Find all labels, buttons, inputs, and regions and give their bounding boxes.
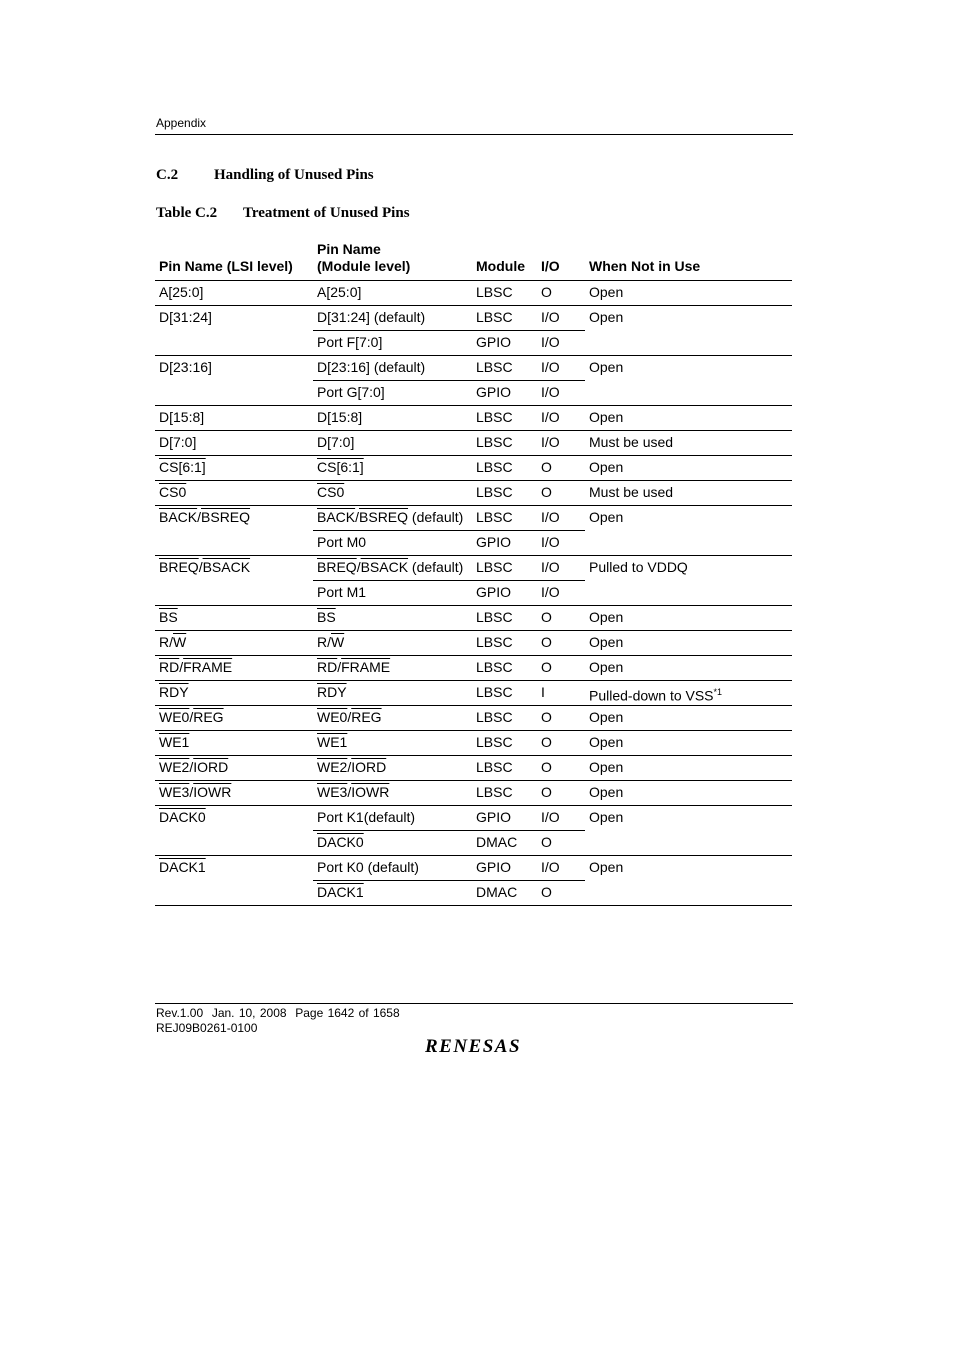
module-pin-cell: BACK/BSREQ (default) xyxy=(313,506,472,531)
lsi-pin-cell: D[23:16] xyxy=(155,356,313,406)
io-cell: O xyxy=(537,881,585,906)
active-low-signal: WE0 xyxy=(317,709,348,725)
signal-part: R/ xyxy=(317,634,331,650)
lsi-pin-cell xyxy=(155,856,313,906)
active-low-signal: $\overline{RDY}$ xyxy=(159,684,189,700)
module-pin-cell: WE2/IORD xyxy=(313,756,472,781)
lsi-pin-cell: D[15:8] xyxy=(155,406,313,431)
io-cell: O xyxy=(537,706,585,731)
io-cell: I xyxy=(537,681,585,706)
table-row xyxy=(155,756,792,781)
active-low-signal: $\overline{RD}$ xyxy=(317,659,338,675)
table-row xyxy=(155,406,792,431)
table-row xyxy=(155,731,792,756)
active-low-signal: DACK1 xyxy=(159,859,206,875)
footer-rule xyxy=(155,1003,793,1004)
active-low-signal: WE2 xyxy=(317,759,348,775)
lsi-pin-cell: D[31:24] xyxy=(155,306,313,356)
table-row xyxy=(155,281,792,306)
module-cell: LBSC xyxy=(472,356,537,381)
col-header-lsi: Pin Name (LSI level) xyxy=(155,236,313,281)
io-cell: I/O xyxy=(537,856,585,881)
active-low-signal: CS[6:1] xyxy=(159,459,206,475)
table-number: Table C.2 xyxy=(156,205,218,221)
active-low-signal: FRAME xyxy=(341,659,391,675)
when-cell: Open xyxy=(585,631,792,656)
module-cell: LBSC xyxy=(472,281,537,306)
module-cell: LBSC xyxy=(472,681,537,706)
io-cell: O xyxy=(537,606,585,631)
io-cell: O xyxy=(537,631,585,656)
io-cell: O xyxy=(537,731,585,756)
when-cell: Pulled to VDDQ xyxy=(585,556,792,606)
table-row xyxy=(155,806,792,831)
module-pin-cell xyxy=(313,831,472,856)
when-cell: Open xyxy=(585,506,792,556)
table-row xyxy=(155,656,792,681)
section-title: Handling of Unused Pins xyxy=(214,167,374,183)
active-low-signal: IORD xyxy=(351,759,387,775)
active-low-signal: BSACK xyxy=(202,559,251,575)
active-low-signal: BACK xyxy=(317,509,356,525)
table-row xyxy=(155,481,792,506)
module-cell: LBSC xyxy=(472,656,537,681)
module-pin-cell: Port G[7:0] xyxy=(313,381,472,406)
active-low-signal: WE0 xyxy=(159,709,190,725)
table-row xyxy=(155,431,792,456)
col-header-when: When Not in Use xyxy=(585,236,792,281)
active-low-signal: $\overline{BS}$ xyxy=(317,609,336,625)
when-cell: Open xyxy=(585,706,792,731)
module-pin-cell: D[31:24] (default) xyxy=(313,306,472,331)
lsi-pin-cell: WE2/IORD xyxy=(155,756,313,781)
section-heading xyxy=(156,167,374,184)
lsi-pin-cell xyxy=(155,681,313,706)
active-low-signal: $\overline{BS}$ xyxy=(159,609,178,625)
module-cell: GPIO xyxy=(472,581,537,606)
active-low-signal: FRAME xyxy=(183,659,233,675)
active-low-signal: IOWR xyxy=(351,784,390,800)
active-low-signal: BSREQ xyxy=(201,509,251,525)
io-cell: I/O xyxy=(537,581,585,606)
table-row xyxy=(155,781,792,806)
module-pin-cell: Port M1 xyxy=(313,581,472,606)
active-low-signal: $\overline{RD}$ xyxy=(159,659,180,675)
lsi-pin-cell xyxy=(155,731,313,756)
active-low-signal: DACK0 xyxy=(317,834,364,850)
table-row xyxy=(155,356,792,381)
module-pin-cell xyxy=(313,456,472,481)
active-low-signal: CS[6:1] xyxy=(317,459,364,475)
io-cell: O xyxy=(537,281,585,306)
module-pin-cell: Port M0 xyxy=(313,531,472,556)
active-low-signal: DACK0 xyxy=(159,809,206,825)
module-pin-cell: $\overline{RD}$/FRAME xyxy=(313,656,472,681)
io-cell: I/O xyxy=(537,531,585,556)
module-pin-cell: Port K1(default) xyxy=(313,806,472,831)
lsi-pin-cell: $WE0/\overline{REG}$ xyxy=(155,706,313,731)
io-cell: O xyxy=(537,756,585,781)
active-low-signal: BREQ xyxy=(159,559,199,575)
table-row xyxy=(155,606,792,631)
io-cell: I/O xyxy=(537,556,585,581)
logo-wordmark: RENESAS xyxy=(424,1036,522,1056)
lsi-pin-cell: BREQ/BSACK xyxy=(155,556,313,606)
module-cell: GPIO xyxy=(472,856,537,881)
module-cell: LBSC xyxy=(472,556,537,581)
when-cell: Open xyxy=(585,806,792,856)
when-cell xyxy=(585,681,792,706)
table-title: Treatment of Unused Pins xyxy=(243,205,410,221)
when-cell: Open xyxy=(585,306,792,356)
module-pin-cell xyxy=(313,681,472,706)
when-cell: Open xyxy=(585,356,792,406)
active-low-signal: BSACK xyxy=(360,559,409,575)
module-pin-cell: BREQ/BSACK (default) xyxy=(313,556,472,581)
module-cell: LBSC xyxy=(472,506,537,531)
col-header-module-pin-line2: (Module level) xyxy=(317,258,411,274)
lsi-pin-cell xyxy=(155,806,313,856)
table-row xyxy=(155,306,792,331)
active-low-signal: $\overline{REG}$ xyxy=(193,709,224,725)
io-cell: I/O xyxy=(537,431,585,456)
active-low-signal: WE1 xyxy=(159,734,190,750)
io-cell: O xyxy=(537,481,585,506)
io-cell: I/O xyxy=(537,406,585,431)
active-low-signal: CS0 xyxy=(317,484,345,500)
io-cell: O xyxy=(537,656,585,681)
module-pin-cell: WE3/IOWR xyxy=(313,781,472,806)
module-pin-cell: $WE0/\overline{REG}$ xyxy=(313,706,472,731)
module-cell: GPIO xyxy=(472,531,537,556)
module-pin-cell: Port F[7:0] xyxy=(313,331,472,356)
module-pin-cell: D[23:16] (default) xyxy=(313,356,472,381)
active-low-signal: IOWR xyxy=(193,784,232,800)
when-cell: Open xyxy=(585,781,792,806)
footnote-marker: *1 xyxy=(713,687,723,697)
section-number: C.2 xyxy=(156,167,179,183)
module-pin-cell xyxy=(313,731,472,756)
lsi-pin-cell: $\overline{RD}$/FRAME xyxy=(155,656,313,681)
module-pin-cell: Port K0 (default) xyxy=(313,856,472,881)
active-low-signal: CS0 xyxy=(159,484,187,500)
lsi-pin-cell xyxy=(155,456,313,481)
module-cell: DMAC xyxy=(472,831,537,856)
default-suffix: (default) xyxy=(408,559,464,575)
when-cell: Open xyxy=(585,281,792,306)
module-cell: LBSC xyxy=(472,481,537,506)
when-cell xyxy=(585,856,792,906)
header-rule xyxy=(155,134,793,135)
running-header: Appendix xyxy=(156,116,207,130)
lsi-pin-cell: D[7:0] xyxy=(155,431,313,456)
io-cell: O xyxy=(537,781,585,806)
lsi-pin-cell xyxy=(155,606,313,631)
lsi-pin-cell xyxy=(155,631,313,656)
table-row xyxy=(155,856,792,881)
module-cell: LBSC xyxy=(472,756,537,781)
io-cell: I/O xyxy=(537,331,585,356)
module-pin-cell xyxy=(313,631,472,656)
module-cell: LBSC xyxy=(472,406,537,431)
module-cell: LBSC xyxy=(472,606,537,631)
active-low-signal: WE3 xyxy=(317,784,348,800)
module-cell: LBSC xyxy=(472,781,537,806)
col-header-module-pin-line1: Pin Name xyxy=(317,241,381,257)
io-cell: O xyxy=(537,831,585,856)
footer-revision-line xyxy=(156,1006,400,1020)
when-text: Open xyxy=(589,859,624,875)
unused-pins-table xyxy=(155,236,792,906)
module-cell: LBSC xyxy=(472,706,537,731)
col-header-io: I/O xyxy=(537,236,585,281)
active-low-signal: $\overline{REG}$ xyxy=(351,709,382,725)
io-cell: I/O xyxy=(537,381,585,406)
footer-rev: Rev.1.00 xyxy=(156,1006,204,1020)
io-cell: I/O xyxy=(537,506,585,531)
when-cell: Open xyxy=(585,456,792,481)
module-pin-cell: D[7:0] xyxy=(313,431,472,456)
active-low-signal: BSREQ xyxy=(359,509,409,525)
table-row xyxy=(155,456,792,481)
active-low-signal: $\overline{RDY}$ xyxy=(317,684,347,700)
module-pin-cell xyxy=(313,606,472,631)
module-pin-cell xyxy=(313,881,472,906)
table-row xyxy=(155,631,792,656)
table-row xyxy=(155,506,792,531)
footer-page: Page 1642 of 1658 xyxy=(295,1006,400,1020)
module-cell: LBSC xyxy=(472,431,537,456)
module-cell: GPIO xyxy=(472,806,537,831)
footer-date: Jan. 10, 2008 xyxy=(211,1006,287,1020)
col-header-module: Module xyxy=(472,236,537,281)
io-cell: I/O xyxy=(537,806,585,831)
module-cell: LBSC xyxy=(472,306,537,331)
when-cell: Open xyxy=(585,606,792,631)
when-cell: Must be used xyxy=(585,431,792,456)
active-low-signal: IORD xyxy=(193,759,229,775)
when-text: Pulled-down to VSS xyxy=(589,687,714,704)
active-low-signal: BACK xyxy=(159,509,198,525)
when-cell: Open xyxy=(585,406,792,431)
io-cell: I/O xyxy=(537,356,585,381)
module-cell: LBSC xyxy=(472,456,537,481)
lsi-pin-cell: A[25:0] xyxy=(155,281,313,306)
module-cell: DMAC xyxy=(472,881,537,906)
default-suffix: (default) xyxy=(408,509,464,525)
table-row xyxy=(155,706,792,731)
active-low-signal: $\overline{W}$ xyxy=(331,634,345,650)
when-cell: Open xyxy=(585,731,792,756)
renesas-logo xyxy=(412,1034,534,1056)
io-cell: I/O xyxy=(537,306,585,331)
module-pin-cell: A[25:0] xyxy=(313,281,472,306)
when-cell: Open xyxy=(585,756,792,781)
lsi-pin-cell: BACK/BSREQ xyxy=(155,506,313,556)
footer-docnum: REJ09B0261-0100 xyxy=(156,1021,258,1035)
when-cell: Open xyxy=(585,656,792,681)
module-cell: LBSC xyxy=(472,731,537,756)
active-low-signal: BREQ xyxy=(317,559,357,575)
table-caption xyxy=(156,205,410,222)
io-cell: O xyxy=(537,456,585,481)
active-low-signal: DACK1 xyxy=(317,884,364,900)
module-cell: LBSC xyxy=(472,631,537,656)
module-cell: GPIO xyxy=(472,331,537,356)
table-row xyxy=(155,681,792,706)
col-header-module-pin xyxy=(313,236,472,281)
signal-part: R/ xyxy=(159,634,173,650)
module-cell: GPIO xyxy=(472,381,537,406)
lsi-pin-cell: WE3/IOWR xyxy=(155,781,313,806)
table-row xyxy=(155,556,792,581)
lsi-pin-cell xyxy=(155,481,313,506)
when-cell: Must be used xyxy=(585,481,792,506)
module-pin-cell: D[15:8] xyxy=(313,406,472,431)
module-pin-cell xyxy=(313,481,472,506)
table-header-row xyxy=(155,236,792,281)
active-low-signal: $\overline{W}$ xyxy=(173,634,187,650)
active-low-signal: WE1 xyxy=(317,734,348,750)
active-low-signal: WE3 xyxy=(159,784,190,800)
active-low-signal: WE2 xyxy=(159,759,190,775)
